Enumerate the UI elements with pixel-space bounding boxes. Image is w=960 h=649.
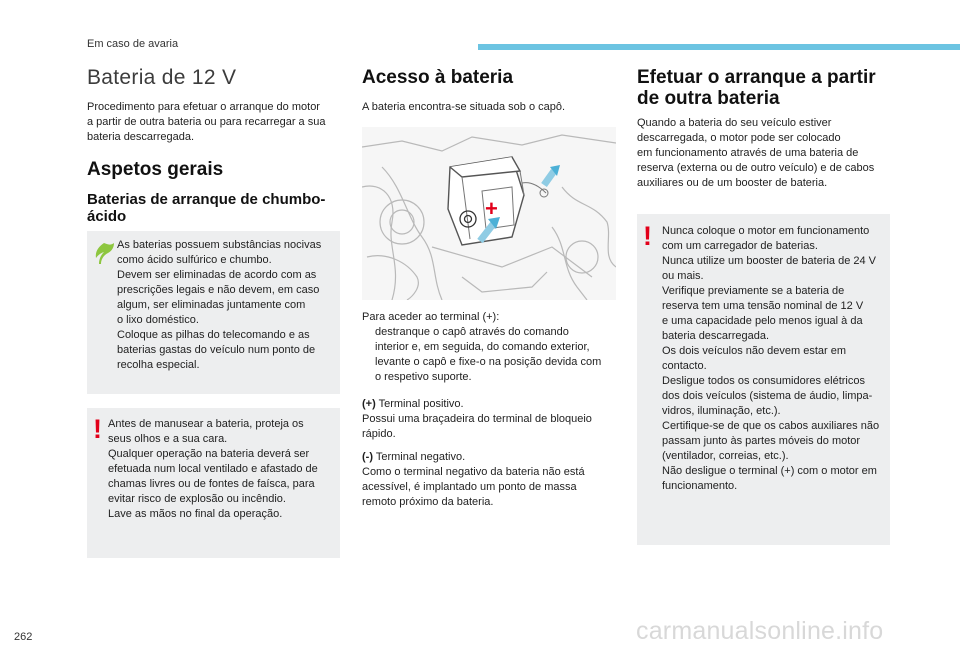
- eco-line: algum, ser eliminadas juntamente com: [117, 299, 306, 311]
- warning-line: efetuada num local ventilado e afastado de: [108, 463, 318, 475]
- step-line: interior e, em seguida, do comando exterior,: [375, 341, 590, 353]
- eco-line: baterias gastas do veículo num ponto de: [117, 344, 316, 356]
- positive-terminal-marker: +: [485, 196, 498, 221]
- lead-acid-heading-line: Baterias de arranque de chumbo-: [87, 191, 326, 208]
- warning-exclamation-icon: !: [643, 221, 652, 251]
- warning-line: e uma capacidade pelo menos igual à da: [662, 315, 863, 327]
- section-label: Em caso de avaria: [87, 38, 179, 50]
- negative-terminal-label: Terminal negativo.: [373, 451, 466, 463]
- warning-line: funcionamento.: [662, 480, 738, 492]
- warning-line: Antes de manusear a bateria, proteja os: [108, 418, 304, 430]
- warning-line: seus olhos e a sua cara.: [108, 433, 228, 445]
- eco-line: recolha especial.: [117, 359, 200, 371]
- warning-line: Lave as mãos no final da operação.: [108, 508, 283, 520]
- eco-info-box: [87, 231, 340, 394]
- bullet-icon: [362, 355, 375, 385]
- battery-location-illustration: [362, 127, 616, 300]
- eco-line: As baterias possuem substâncias nocivas: [117, 239, 322, 251]
- eco-line: Devem ser eliminadas de acordo com as: [117, 269, 317, 281]
- intro-line: auxiliares ou de um booster de bateria.: [637, 177, 828, 189]
- positive-terminal-symbol: (+): [362, 398, 376, 410]
- intro-line: Procedimento para efetuar o arranque do motor: [87, 101, 320, 113]
- warning-line: bateria descarregada.: [662, 330, 770, 342]
- jump-start-heading: [637, 67, 876, 109]
- positive-terminal-heading: [362, 397, 624, 412]
- warning-line: Nunca utilize um booster de bateria de 24 V: [662, 255, 877, 267]
- warning-line: dos dois veículos (sistema de áudio, limpa-: [662, 390, 873, 402]
- positive-desc-line: rápido.: [362, 428, 396, 440]
- jump-start-heading-line: Efetuar o arranque a partir: [637, 67, 876, 88]
- eco-line: prescrições legais e não devem, em caso: [117, 284, 320, 296]
- intro-line: Quando a bateria do seu veículo estiver: [637, 117, 832, 129]
- negative-terminal-heading: [362, 450, 624, 465]
- warning-line: chamas livres ou de fontes de faísca, para: [108, 478, 315, 490]
- intro-line: bateria descarregada.: [87, 131, 195, 143]
- page-title: Bateria de 12 V: [87, 66, 237, 89]
- warning-line: Certifique-se de que os cabos auxiliares não: [662, 420, 880, 432]
- warning-line: Nunca coloque o motor em funcionamento: [662, 225, 870, 237]
- page-number: 262: [14, 631, 33, 643]
- bullet-icon: [362, 325, 375, 355]
- warning-line: com um carregador de baterias.: [662, 240, 818, 252]
- access-intro: A bateria encontra-se situada sob o capô.: [362, 101, 566, 113]
- aspects-heading: Aspetos gerais: [87, 159, 224, 180]
- jump-start-warning-box: [637, 214, 890, 545]
- intro-line: reserva (externa ou de outro veículo) e de cabos: [637, 162, 875, 174]
- step-line: destranque o capô através do comando: [375, 326, 569, 338]
- access-heading: Acesso à bateria: [362, 67, 514, 88]
- jump-start-intro: [637, 116, 897, 191]
- warning-line: ou mais.: [662, 270, 704, 282]
- intro-paragraph: [87, 100, 347, 145]
- warning-box: [87, 408, 340, 558]
- access-steps: [362, 325, 624, 385]
- positive-terminal-label: Terminal positivo.: [375, 398, 464, 410]
- lead-acid-heading: [87, 191, 325, 225]
- intro-line: em funcionamento através de uma bateria de: [637, 147, 859, 159]
- access-lead: Para aceder ao terminal (+):: [362, 311, 500, 323]
- warning-line: Qualquer operação na bateria deverá ser: [108, 448, 310, 460]
- negative-desc-line: remoto próximo da bateria.: [362, 496, 494, 508]
- warning-line: Desligue todos os consumidores elétricos: [662, 375, 865, 387]
- eco-line: como ácido sulfúrico e chumbo.: [117, 254, 272, 266]
- warning-exclamation-icon: !: [93, 414, 102, 444]
- negative-terminal-description: [362, 450, 624, 510]
- negative-terminal-symbol: (-): [362, 451, 373, 463]
- list-item: [362, 325, 624, 355]
- intro-line: descarregada, o motor pode ser colocado: [637, 132, 841, 144]
- positive-desc-line: Possui uma braçadeira do terminal de bloqueio: [362, 413, 592, 425]
- warning-line: vidros, iluminação, etc.).: [662, 405, 781, 417]
- list-item: [362, 355, 624, 385]
- negative-desc-line: Como o terminal negativo da bateria não está: [362, 466, 585, 478]
- negative-desc-line: acessível, é implantado um ponto de massa: [362, 481, 577, 493]
- warning-line: evitar risco de explosão ou incêndio.: [108, 493, 286, 505]
- step-line: o respetivo suporte.: [375, 371, 472, 383]
- warning-line: (ventilador, correias, etc.).: [662, 450, 789, 462]
- eco-line: Coloque as pilhas do telecomando e as: [117, 329, 310, 341]
- warning-line: passam junto às partes móveis do motor: [662, 435, 861, 447]
- jump-start-heading-line: de outra bateria: [637, 88, 780, 109]
- eco-line: o lixo doméstico.: [117, 314, 199, 326]
- warning-line: Verifique previamente se a bateria de: [662, 285, 845, 297]
- watermark: carmanualsonline.info: [636, 617, 884, 645]
- recycle-leaf-icon: [92, 241, 116, 267]
- warning-line: Os dois veículos não devem estar em: [662, 345, 847, 357]
- warning-line: contacto.: [662, 360, 707, 372]
- warning-line: Não desligue o terminal (+) com o motor em: [662, 465, 877, 477]
- warning-line: reserva tem uma tensão nominal de 12 V: [662, 300, 864, 312]
- step-line: levante o capô e fixe-o na posição devida com: [375, 356, 602, 368]
- lead-acid-heading-line: ácido: [87, 208, 127, 225]
- section-accent-bar: [478, 44, 960, 50]
- intro-line: a partir de outra bateria ou para recarregar a sua: [87, 116, 326, 128]
- positive-terminal-description: [362, 397, 624, 442]
